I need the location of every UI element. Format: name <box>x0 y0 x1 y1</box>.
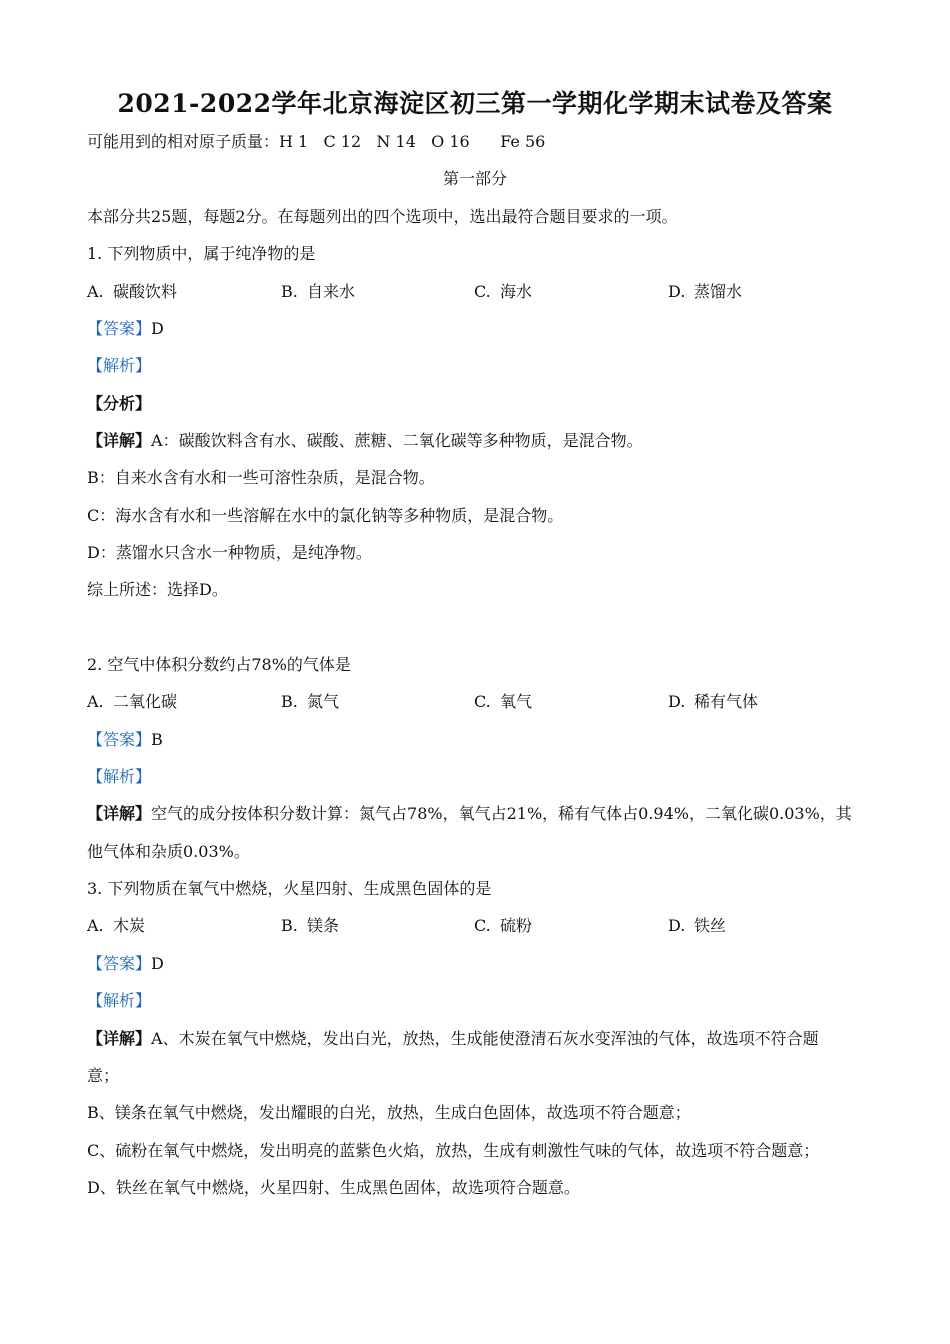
q1-detail-line: D：蒸馏水只含水一种物质，是纯净物。 <box>87 543 372 562</box>
section-intro: 本部分共25题，每题2分。在每题列出的四个选项中，选出最符合题目要求的一项。 <box>87 207 678 226</box>
q2-option-d: D. 稀有气体 <box>668 692 759 711</box>
q2-detail-line: 他气体和杂质0.03%。 <box>87 842 250 861</box>
q1-answer: 【答案】D <box>87 319 164 338</box>
q3-stem: 3. 下列物质在氧气中燃烧，火星四射、生成黑色固体的是 <box>87 879 492 898</box>
q3-explanation-label: 【解析】 <box>87 991 152 1010</box>
q3-detail-line: 意； <box>87 1066 120 1085</box>
q2-option-b: B. 氮气 <box>281 692 340 711</box>
q3-detail-line: C、硫粉在氧气中燃烧，发出明亮的蓝紫色火焰，放热，生成有刺激性气味的气体，故选项不符合题意； <box>87 1141 820 1160</box>
q3-detail-line: 【详解】A、木炭在氧气中燃烧，发出白光，放热，生成能使澄清石灰水变浑浊的气体，故选项不符合题 <box>87 1029 819 1048</box>
q1-option-c: C. 海水 <box>474 282 533 301</box>
q2-explanation-label: 【解析】 <box>87 767 152 786</box>
q2-detail-line: 【详解】空气的成分按体积分数计算：氮气占78%，氧气占21%，稀有气体占0.94%，二氧化碳0.03%，其 <box>87 804 852 823</box>
q3-option-d: D. 铁丝 <box>668 916 727 935</box>
q1-detail-line: 【详解】A：碳酸饮料含有水、碳酸、蔗糖、二氧化碳等多种物质，是混合物。 <box>87 431 643 450</box>
q1-option-b: B. 自来水 <box>281 282 356 301</box>
q3-detail-line: D、铁丝在氧气中燃烧，火星四射、生成黑色固体，故选项符合题意。 <box>87 1178 580 1197</box>
q3-option-c: C. 硫粉 <box>474 916 533 935</box>
atomic-mass-line: 可能用到的相对原子质量：H 1 C 12 N 14 O 16 Fe 56 <box>87 132 546 151</box>
q3-answer: 【答案】D <box>87 954 164 973</box>
q1-detail-line: C：海水含有水和一些溶解在水中的氯化钠等多种物质，是混合物。 <box>87 506 564 525</box>
q1-option-d: D. 蒸馏水 <box>668 282 743 301</box>
q3-option-b: B. 镁条 <box>281 916 340 935</box>
q1-explanation-label: 【解析】 <box>87 356 152 375</box>
q2-option-a: A. 二氧化碳 <box>87 692 178 711</box>
q2-answer: 【答案】B <box>87 730 163 749</box>
q1-option-a: A. 碳酸饮料 <box>87 282 178 301</box>
document-title: 2021-2022学年北京海淀区初三第一学期化学期末试卷及答案 <box>117 89 833 118</box>
q3-detail-line: B、镁条在氧气中燃烧，发出耀眼的白光，放热，生成白色固体，故选项不符合题意； <box>87 1103 691 1122</box>
q1-stem: 1. 下列物质中，属于纯净物的是 <box>87 244 316 263</box>
q1-detail-line: B：自来水含有水和一些可溶性杂质，是混合物。 <box>87 468 435 487</box>
q1-analysis-label: 【分析】 <box>87 394 152 413</box>
q1-summary: 综上所述：选择D。 <box>87 580 228 599</box>
q2-stem: 2. 空气中体积分数约占78%的气体是 <box>87 655 351 674</box>
section-heading: 第一部分 <box>442 169 507 188</box>
q2-option-c: C. 氧气 <box>474 692 533 711</box>
q3-option-a: A. 木炭 <box>87 916 146 935</box>
